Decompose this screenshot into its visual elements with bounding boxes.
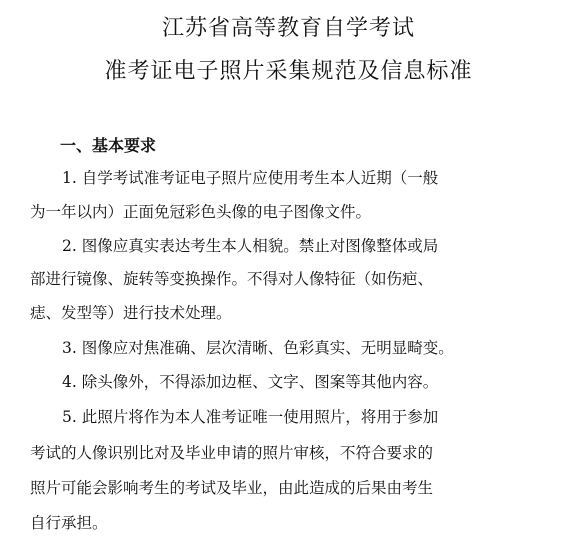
document-title-line-2: 准考证电子照片采集规范及信息标准: [104, 59, 473, 84]
paragraph-2-line-2: 部进行镜像、旋转等变换操作。不得对人像特征（如伤疤、: [30, 270, 434, 288]
paragraph-5-line-3: 照片可能会影响考生的考试及毕业，由此造成的后果由考生: [30, 479, 434, 497]
paragraph-2-line-3: 痣、发型等）进行技术处理。: [30, 304, 232, 322]
paragraph-4-line-1: 4. 除头像外，不得添加边框、文字、图案等其他内容。: [62, 373, 439, 391]
paragraph-2-line-1: 2. 图像应真实表达考生本人相貌。禁止对图像整体或局: [62, 237, 439, 255]
document-title-line-1: 江苏省高等教育自学考试: [161, 16, 415, 41]
paragraph-5-line-4: 自行承担。: [30, 514, 108, 532]
paragraph-5-line-2: 考试的人像识别比对及毕业申请的照片审核，不符合要求的: [30, 444, 434, 462]
paragraph-5-line-1: 5. 此照片将作为本人准考证唯一使用照片，将用于参加: [62, 408, 439, 426]
paragraph-3-line-1: 3. 图像应对焦准确、层次清晰、色彩真实、无明显畸变。: [62, 339, 454, 357]
paragraph-1-line-1: 1. 自学考试准考证电子照片应使用考生本人近期（一般: [62, 169, 439, 187]
paragraph-1-line-2: 为一年以内）正面免冠彩色头像的电子图像文件。: [30, 203, 372, 221]
section-heading: 一、基本要求: [60, 136, 157, 155]
